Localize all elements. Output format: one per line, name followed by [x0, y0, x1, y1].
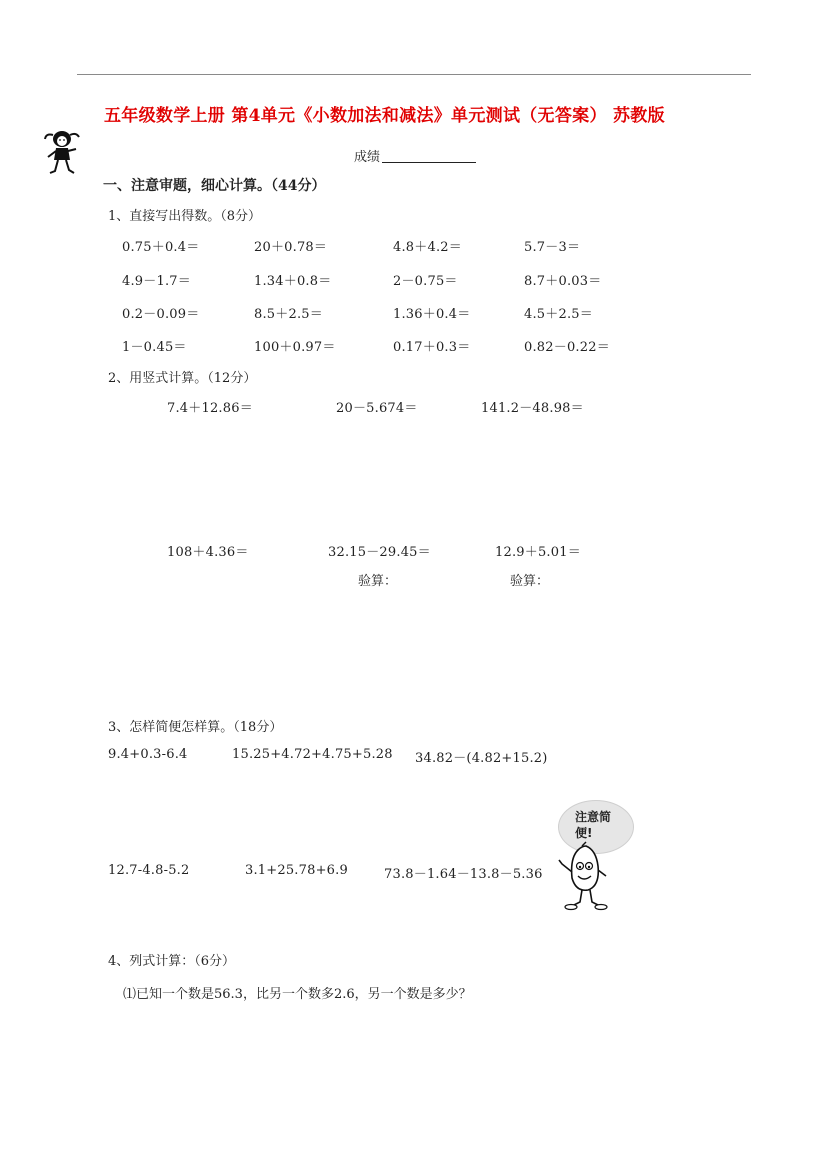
grade-blank	[382, 150, 476, 163]
q2-expr: 20－5.674＝	[336, 401, 418, 416]
q1-expr: 8.7＋0.03＝	[524, 274, 602, 289]
page-title: 五年级数学上册 第4单元《小数加法和减法》单元测试（无答案） 苏教版	[104, 106, 665, 126]
q1-expr: 4.9－1.7＝	[122, 274, 191, 289]
check-label: 验算：	[358, 574, 398, 589]
q1-expr: 4.5＋2.5＝	[524, 307, 593, 322]
q1-expr: 0.2－0.09＝	[122, 307, 200, 322]
q1-expr: 0.75＋0.4＝	[122, 240, 200, 255]
q3-expr: 34.82－(4.82+15.2)	[415, 751, 548, 766]
q2-expr: 32.15－29.45＝	[328, 545, 431, 560]
bubble-text: 注意简便!	[575, 810, 612, 840]
q2-expr: 108＋4.36＝	[167, 545, 249, 560]
q2-expr: 7.4＋12.86＝	[167, 401, 253, 416]
q2-expr: 12.9＋5.01＝	[495, 545, 581, 560]
q1-expr: 0.82－0.22＝	[524, 340, 610, 355]
q1-expr: 1.34＋0.8＝	[254, 274, 332, 289]
q1-expr: 5.7－3＝	[524, 240, 581, 255]
q4-label: 4、列式计算：（6分）	[108, 954, 236, 969]
check-label: 验算：	[510, 574, 550, 589]
q1-expr: 2－0.75＝	[393, 274, 458, 289]
q3-expr: 3.1+25.78+6.9	[245, 863, 348, 878]
q1-expr: 100＋0.97＝	[254, 340, 336, 355]
grade-field	[354, 146, 476, 165]
q3-expr: 73.8－1.64－13.8－5.36	[384, 867, 543, 882]
q4-sub1: ⑴已知一个数是56.3，比另一个数多2.6，另一个数是多少？	[123, 987, 472, 1002]
q1-expr: 8.5＋2.5＝	[254, 307, 323, 322]
q1-expr: 0.17＋0.3＝	[393, 340, 471, 355]
q3-expr: 15.25+4.72+4.75+5.28	[232, 747, 393, 762]
q1-expr: 1－0.45＝	[122, 340, 187, 355]
q2-expr: 141.2－48.98＝	[481, 401, 584, 416]
cartoon-girl-icon	[42, 127, 84, 177]
grade-label: 成绩	[354, 150, 381, 165]
cartoon-mascot-icon	[556, 840, 614, 912]
q1-expr: 20＋0.78＝	[254, 240, 328, 255]
q1-expr: 4.8＋4.2＝	[393, 240, 462, 255]
q3-expr: 12.7-4.8-5.2	[108, 863, 190, 878]
q3-expr: 9.4+0.3-6.4	[108, 747, 188, 762]
q1-expr: 1.36＋0.4＝	[393, 307, 471, 322]
q2-label: 2、用竖式计算。（12分）	[108, 371, 257, 386]
header-rule	[77, 74, 751, 75]
q3-label: 3、怎样简便怎样算。（18分）	[108, 720, 283, 735]
q1-label: 1、直接写出得数。（8分）	[108, 209, 262, 224]
section-heading: 一、注意审题，细心计算。（44分）	[103, 178, 326, 194]
